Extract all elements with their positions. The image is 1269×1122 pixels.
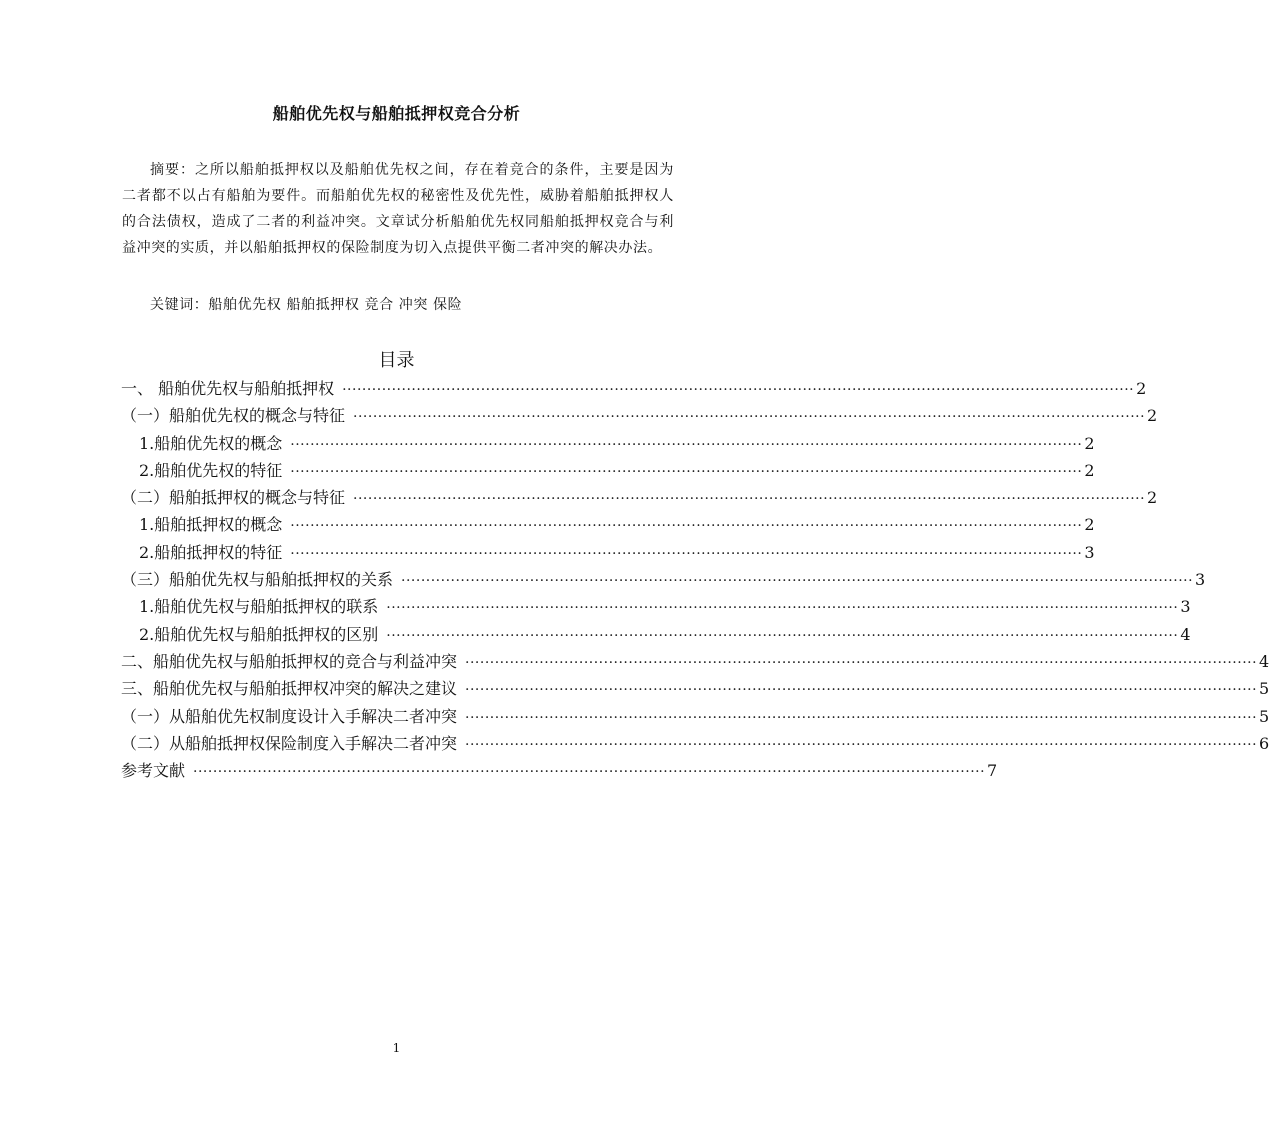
toc-entry[interactable] bbox=[121, 731, 1269, 758]
toc-dot-leader: ································································································································································ bbox=[401, 573, 1194, 590]
toc-entry-page: 5 bbox=[1259, 679, 1269, 699]
toc-entry[interactable] bbox=[121, 758, 998, 785]
toc-entry-page: 2 bbox=[1084, 515, 1095, 535]
toc-entry[interactable] bbox=[121, 649, 1269, 676]
toc-entry-page: 2 bbox=[1084, 460, 1095, 480]
toc-entry[interactable] bbox=[121, 567, 1206, 594]
toc-entry-label: 参考文献 bbox=[121, 761, 186, 781]
toc-dot-leader: ································································································································································ bbox=[353, 491, 1146, 508]
keywords-line: 关键词：船舶优先权 船舶抵押权 竞合 冲突 保险 bbox=[150, 297, 463, 313]
toc-entry[interactable] bbox=[121, 403, 1158, 430]
toc-dot-leader: ································································································································································ bbox=[386, 627, 1179, 644]
toc-entry-page: 2 bbox=[1084, 433, 1095, 453]
toc-entry-page: 4 bbox=[1259, 651, 1269, 671]
toc-entry-page: 3 bbox=[1084, 542, 1095, 562]
toc-entry-page: 2 bbox=[1147, 406, 1158, 426]
table-of-contents bbox=[121, 376, 1269, 785]
toc-dot-leader: ································································································································································ bbox=[353, 409, 1146, 426]
toc-entry[interactable] bbox=[121, 676, 1269, 703]
toc-entry-label: （一）船舶优先权的概念与特征 bbox=[121, 406, 346, 426]
document-title: 船舶优先权与船舶抵押权竞合分析 bbox=[272, 104, 521, 123]
toc-entry-label: 2.船舶优先权的特征 bbox=[139, 460, 283, 480]
toc-entry-label: （二）船舶抵押权的概念与特征 bbox=[121, 488, 346, 508]
toc-dot-leader: ································································································································································ bbox=[386, 600, 1179, 617]
toc-dot-leader: ································································································································································ bbox=[290, 545, 1083, 562]
toc-entry[interactable] bbox=[121, 594, 1191, 621]
toc-dot-leader: ································································································································································ bbox=[290, 518, 1083, 535]
toc-entry[interactable] bbox=[121, 485, 1158, 512]
toc-dot-leader: ································································································································································ bbox=[465, 682, 1258, 699]
toc-entry-label: 1.船舶抵押权的概念 bbox=[139, 515, 283, 535]
toc-entry[interactable] bbox=[121, 458, 1095, 485]
page-number: 1 bbox=[392, 1041, 401, 1055]
toc-entry-label: 二、船舶优先权与船舶抵押权的竞合与利益冲突 bbox=[121, 651, 458, 671]
toc-entry-label: 三、船舶优先权与船舶抵押权冲突的解决之建议 bbox=[121, 679, 458, 699]
toc-dot-leader: ································································································································································ bbox=[193, 764, 986, 781]
toc-entry-label: 1.船舶优先权与船舶抵押权的联系 bbox=[139, 597, 379, 617]
toc-entry[interactable] bbox=[121, 622, 1191, 649]
toc-dot-leader: ································································································································································ bbox=[465, 654, 1258, 671]
toc-dot-leader: ································································································································································ bbox=[465, 736, 1258, 753]
toc-entry-page: 3 bbox=[1180, 597, 1191, 617]
toc-entry-page: 3 bbox=[1195, 570, 1206, 590]
toc-dot-leader: ································································································································································ bbox=[465, 709, 1258, 726]
toc-entry[interactable] bbox=[121, 540, 1095, 567]
toc-entry[interactable] bbox=[121, 376, 1147, 403]
toc-entry-label: （三）船舶优先权与船舶抵押权的关系 bbox=[121, 570, 394, 590]
toc-entry-page: 4 bbox=[1180, 624, 1191, 644]
toc-heading: 目录 bbox=[378, 350, 415, 371]
toc-entry[interactable] bbox=[121, 431, 1095, 458]
toc-entry-label: （二）从船舶抵押权保险制度入手解决二者冲突 bbox=[121, 733, 458, 753]
abstract-paragraph: 摘要：之所以船舶抵押权以及船舶优先权之间，存在着竞合的条件，主要是因为二者都不以占有船舶为要件。而船舶优先权的秘密性及优先性，威胁着船舶抵押权人的合法债权，造成了二者的利益冲突。文章试分析船舶优先权同船舶抵押权竞合与利益冲突的实质，并以船舶抵押权的保险制度为切入点提供平衡二者冲突的解决办法。 bbox=[122, 162, 674, 256]
toc-entry[interactable] bbox=[121, 512, 1095, 539]
toc-entry-label: 一、 船舶优先权与船舶抵押权 bbox=[121, 379, 335, 398]
toc-entry-label: （一）从船舶优先权制度设计入手解决二者冲突 bbox=[121, 706, 458, 726]
toc-entry[interactable] bbox=[121, 704, 1269, 731]
toc-entry-label: 1.船舶优先权的概念 bbox=[139, 433, 283, 453]
toc-entry-page: 7 bbox=[987, 761, 998, 781]
toc-dot-leader: ································································································································································ bbox=[290, 436, 1083, 453]
toc-entry-page: 6 bbox=[1259, 733, 1269, 753]
toc-entry-page: 2 bbox=[1136, 379, 1147, 398]
toc-dot-leader: ································································································································································ bbox=[342, 382, 1135, 398]
toc-entry-label: 2.船舶抵押权的特征 bbox=[139, 542, 283, 562]
toc-entry-page: 5 bbox=[1259, 706, 1269, 726]
toc-entry-label: 2.船舶优先权与船舶抵押权的区别 bbox=[139, 624, 379, 644]
toc-dot-leader: ································································································································································ bbox=[290, 463, 1083, 480]
toc-entry-page: 2 bbox=[1147, 488, 1158, 508]
